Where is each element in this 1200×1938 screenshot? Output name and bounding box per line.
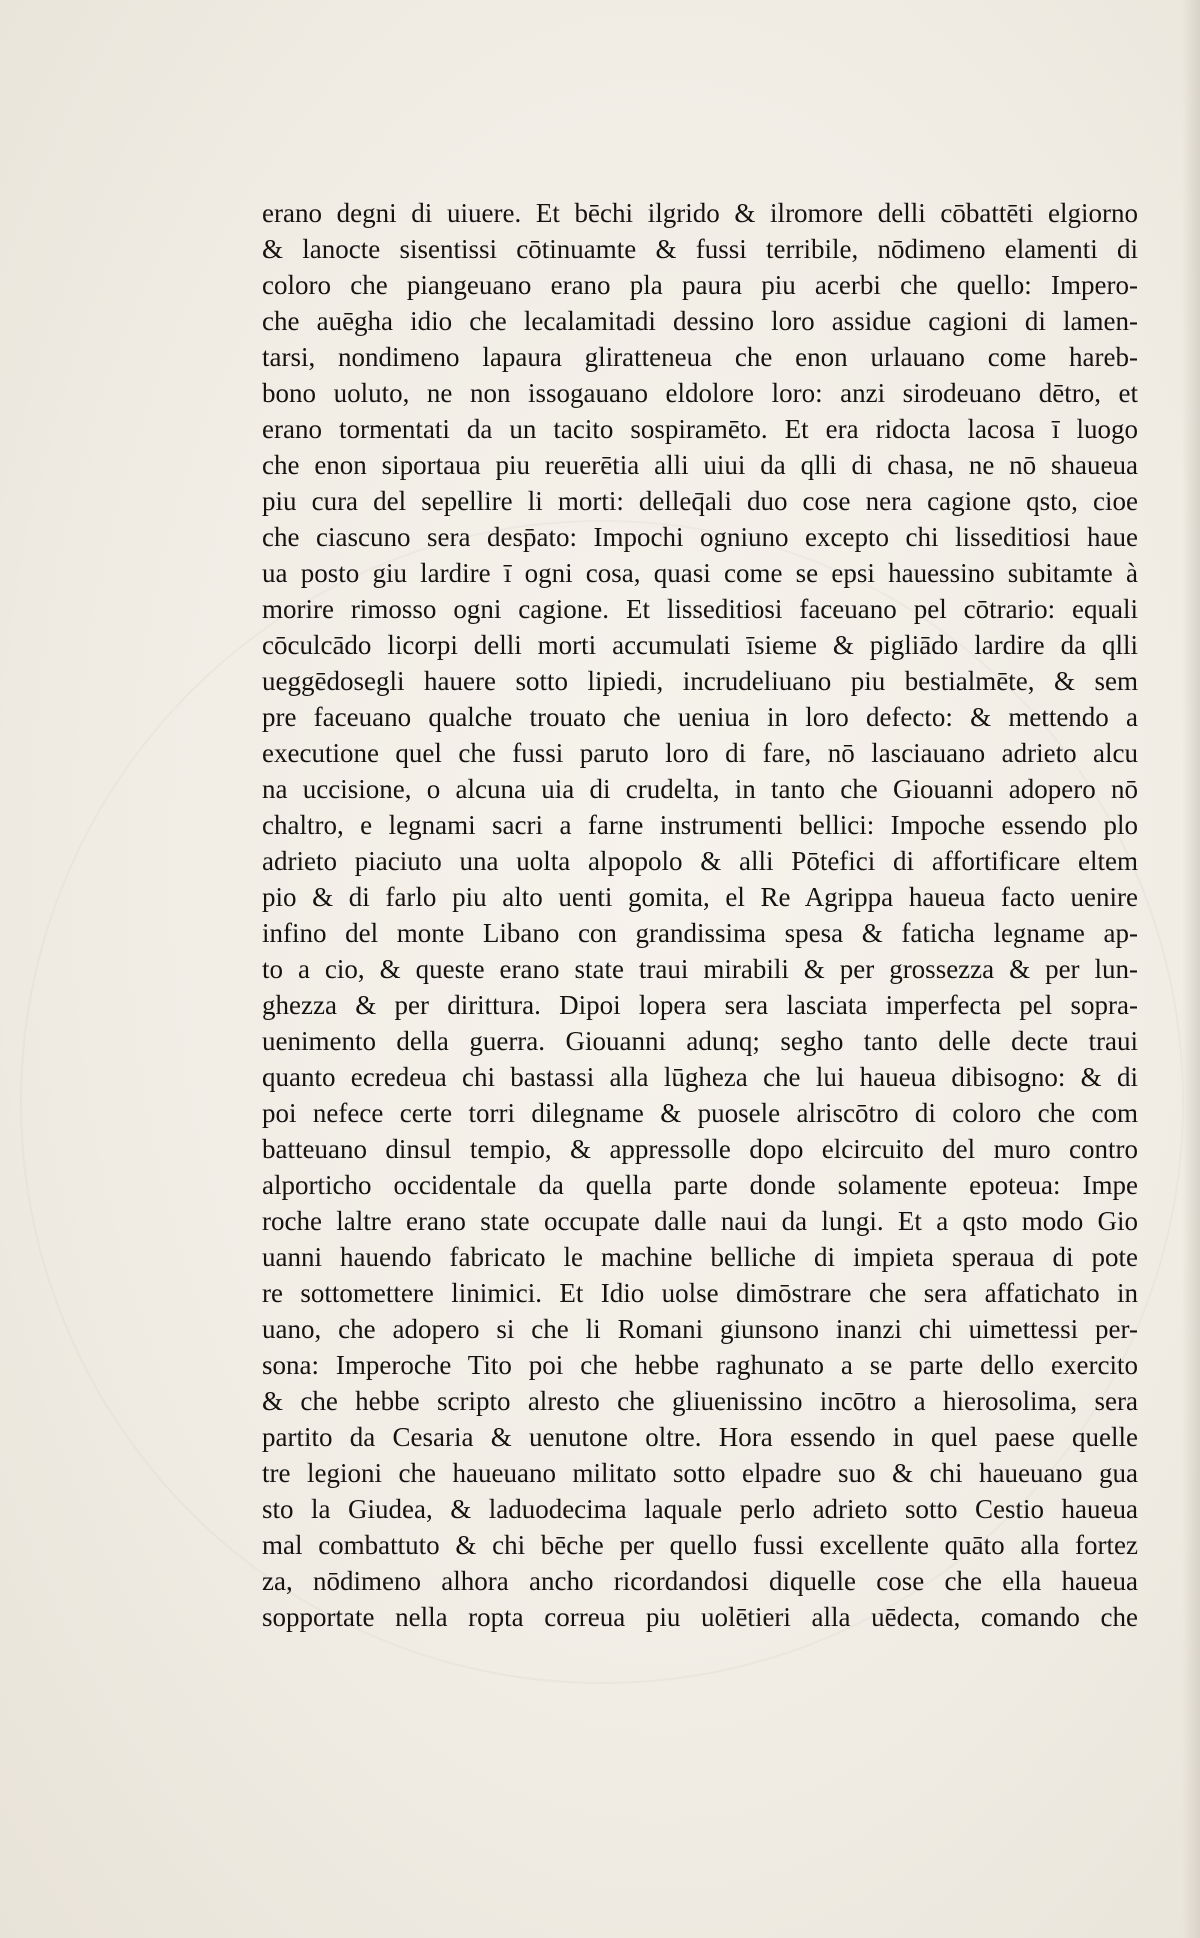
text-line: infino del monte Libano con grandissima spesa & faticha legname ap- (262, 918, 1138, 948)
text-line: za, nōdimeno alhora ancho ricordandosi diquelle cose che ella haueua (262, 1566, 1138, 1596)
text-line: batteuano dinsul tempio, & appressolle dopo elcircuito del muro contro (262, 1134, 1138, 1164)
text-line: che enon siportaua piu reuerētia alli uiui da qlli di chasa, ne nō shaueua (262, 450, 1138, 480)
text-line: sopportate nella ropta correua piu uolētieri alla uēdecta, comando che (262, 1602, 1138, 1632)
text-line: alporticho occidentale da quella parte donde solamente epoteua: Impe (262, 1170, 1138, 1200)
text-line: roche laltre erano state occupate dalle naui da lungi. Et a qsto modo Gio (262, 1206, 1138, 1236)
text-line: pio & di farlo piu alto uenti gomita, el Re Agrippa haueua facto uenire (262, 882, 1138, 912)
text-block (262, 195, 1138, 1635)
text-line: executione quel che fussi paruto loro di fare, nō lasciauano adrieto alcu (262, 738, 1138, 768)
text-line: na uccisione, o alcuna uia di crudelta, in tanto che Giouanni adopero nō (262, 774, 1138, 804)
page-edge-shadow (1182, 0, 1200, 1938)
text-line: uenimento della guerra. Giouanni adunq; segho tanto delle decte traui (262, 1026, 1138, 1056)
text-line: ghezza & per dirittura. Dipoi lopera sera lasciata imperfecta pel sopra- (262, 990, 1138, 1020)
text-line: poi nefece certe torri dilegname & puosele alriscōtro di coloro che com (262, 1098, 1138, 1128)
text-line: erano degni di uiuere. Et bēchi ilgrido & ilromore delli cōbattēti elgiorno (262, 198, 1138, 228)
text-line: sona: Imperoche Tito poi che hebbe raghunato a se parte dello exercito (262, 1350, 1138, 1380)
text-line: piu cura del sepellire li morti: delleq̄ali duo cose nera cagione qsto, cioe (262, 486, 1138, 516)
text-line: adrieto piaciuto una uolta alpopolo & alli Pōtefici di affortificare eltem (262, 846, 1138, 876)
text-line: pre faceuano qualche trouato che ueniua in loro defecto: & mettendo a (262, 702, 1138, 732)
text-line: chaltro, e legnami sacri a farne instrumenti bellici: Impoche essendo plo (262, 810, 1138, 840)
text-line: uano, che adopero si che li Romani giunsono inanzi chi uimettessi per- (262, 1314, 1138, 1344)
text-line: re sottomettere linimici. Et Idio uolse dimōstrare che sera affatichato in (262, 1278, 1138, 1308)
text-line: morire rimosso ogni cagione. Et lisseditiosi faceuano pel cōtrario: equali (262, 594, 1138, 624)
text-line: uanni hauendo fabricato le machine belliche di impieta speraua di pote (262, 1242, 1138, 1272)
text-line: ua posto giu lardire ī ogni cosa, quasi come se epsi hauessino subitamte à (262, 558, 1138, 588)
text-line: tarsi, nondimeno lapaura gliratteneua che enon urlauano come hareb- (262, 342, 1138, 372)
text-line: erano tormentati da un tacito sospiramēto. Et era ridocta lacosa ī luogo (262, 414, 1138, 444)
text-line: cōculcādo licorpi delli morti accumulati īsieme & pigliādo lardire da qlli (262, 630, 1138, 660)
text-line: coloro che piangeuano erano pla paura piu acerbi che quello: Impero- (262, 270, 1138, 300)
text-line: che ciascuno sera desp̄ato: Impochi ogniuno excepto chi lisseditiosi haue (262, 522, 1138, 552)
text-line: & lanocte sisentissi cōtinuamte & fussi terribile, nōdimeno elamenti di (262, 234, 1138, 264)
text-line: bono uoluto, ne non issogauano eldolore loro: anzi sirodeuano dētro, et (262, 378, 1138, 408)
text-line: sto la Giudea, & laduodecima laquale perlo adrieto sotto Cestio haueua (262, 1494, 1138, 1524)
text-line: ueggēdosegli hauere sotto lipiedi, incrudeliuano piu bestialmēte, & sem (262, 666, 1138, 696)
text-line: to a cio, & queste erano state traui mirabili & per grossezza & per lun- (262, 954, 1138, 984)
text-line: & che hebbe scripto alresto che gliuenissino incōtro a hierosolima, sera (262, 1386, 1138, 1416)
text-line: tre legioni che haueuano militato sotto elpadre suo & chi haueuano gua (262, 1458, 1138, 1488)
text-line: che auēgha idio che lecalamitadi dessino loro assidue cagioni di lamen- (262, 306, 1138, 336)
text-line: quanto ecredeua chi bastassi alla lūgheza che lui haueua dibisogno: & di (262, 1062, 1138, 1092)
text-line: partito da Cesaria & uenutone oltre. Hora essendo in quel paese quelle (262, 1422, 1138, 1452)
text-line: mal combattuto & chi bēche per quello fussi excellente quāto alla fortez (262, 1530, 1138, 1560)
